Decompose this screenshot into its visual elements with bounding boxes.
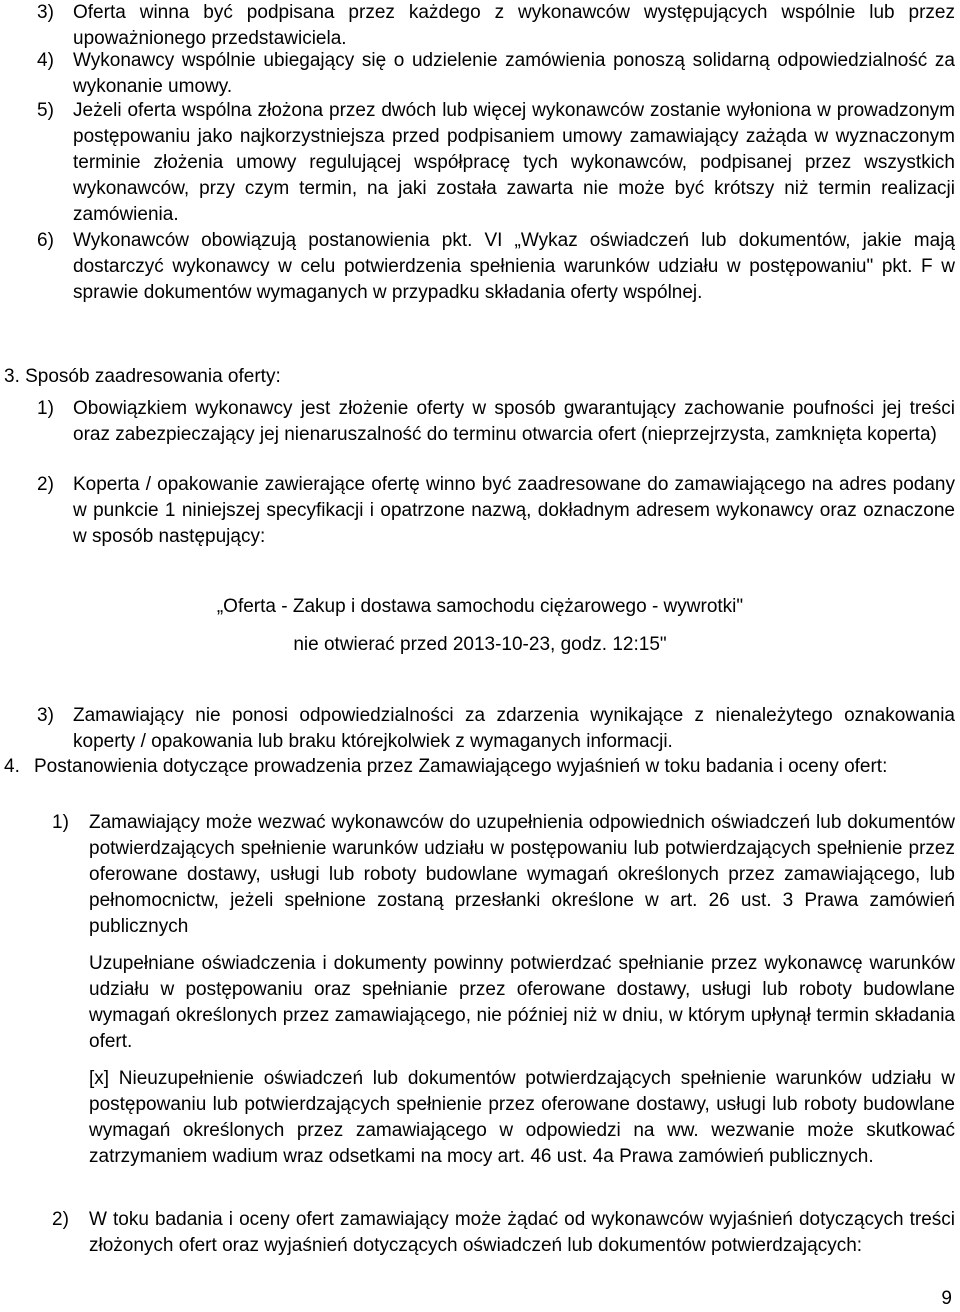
paragraph: [x] Nieuzupełnienie oświadczeń lub dokumentów potwierdzających spełnienie warunków udziału w postępowaniu lub potwierdzających spełnienie przez oferowane dostawy, usługi lub roboty budowlane wymagań określonych przez zamawiającego w odpowiedzi na ww. wezwanie może skutkować zatrzymaniem wadium wraz odsetkami na mocy art. 46 ust. 4a Prawa zamówień publicznych. (89, 1068, 955, 1167)
list-item (37, 396, 955, 448)
section-heading: 3. Sposób zaadresowania oferty: (4, 366, 281, 387)
item-text: W toku badania i oceny ofert zamawiający może żądać od wykonawców wyjaśnień dotyczących treści złożonych ofert oraz wyjaśnień dotyczących oświadczeń lub dokumentów potwierdzających: (89, 1209, 955, 1256)
item-number: 3) (37, 705, 54, 726)
list-item (37, 98, 955, 228)
list-item (37, 48, 955, 100)
item-number: 3) (37, 2, 54, 23)
item-text: Zamawiający może wezwać wykonawców do uzupełnienia odpowiednich oświadczeń lub dokumentów potwierdzających spełnienie warunków udziału w postępowaniu lub potwierdzających spełnienie przez oferowane dostawy, usługi lub roboty budowlane wymagań określonych przez zamawiającego, lub pełnomocnictw, jeżeli spełnione zostaną przesłanki określone w art. 26 ust. 3 Prawa zamówień publicznych (89, 812, 955, 937)
list-item (37, 703, 955, 755)
list-item (37, 472, 955, 550)
item-number: 2) (37, 474, 54, 495)
item-text: Wykonawców obowiązują postanowienia pkt. VI „Wykaz oświadczeń lub dokumentów, jakie mają dostarczyć wykonawcy w celu potwierdzenia spełnienia warunków udziału w postępowaniu" pkt. F w sprawie dokumentów wymaganych w przypadku składania oferty wspólnej. (73, 230, 955, 303)
item-text: Koperta / opakowanie zawierające ofertę winno być zaadresowane do zamawiającego na adres podany w punkcie 1 niniejszej specyfikacji i opatrzone nazwą, dokładnym adresem wykonawcy oraz oznaczone w sposób następujący: (73, 474, 955, 547)
list-item (37, 228, 955, 306)
item-number: 4) (37, 50, 54, 71)
item-text: Jeżeli oferta wspólna złożona przez dwóch lub więcej wykonawców zostanie wyłoniona w prowadzonym postępowaniu jako najkorzystniejsza przed podpisaniem umowy zamawiający zażąda w wyznaczonym terminie złożenia umowy regulującej współpracę tych wykonawców, podpisanej przez wszystkich wykonawców, przy czym termin, na jaki została zawarta nie może być krótszy niż termin realizacji zamówienia. (73, 100, 955, 225)
section-number: 4. (4, 756, 20, 777)
page-number: 9 (941, 1288, 952, 1309)
item-number: 1) (37, 398, 54, 419)
paragraph: Uzupełniane oświadczenia i dokumenty powinny potwierdzać spełnianie przez wykonawcę warunków udziału w postępowaniu oraz spełnianie przez oferowane dostawy, usługi lub roboty budowlane wymagań określonych przez zamawiającego, nie później niż w dniu, w którym upłynął termin składania ofert. (89, 953, 955, 1052)
item-number: 1) (52, 812, 69, 833)
item-text: Zamawiający nie ponosi odpowiedzialności za zdarzenia wynikające z nienależytego oznakowania koperty / opakowania lub braku którejkolwiek z wymaganych informacji. (73, 705, 955, 752)
list-item (52, 810, 955, 940)
section-heading (4, 754, 955, 780)
envelope-label-line-1: „Oferta - Zakup i dostawa samochodu ciężarowego - wywrotki" (216, 596, 744, 617)
item-text: Oferta winna być podpisana przez każdego z wykonawców występujących wspólnie lub przez upoważnionego przedstawiciela. (73, 2, 955, 49)
item-number: 5) (37, 100, 54, 121)
item-text: Wykonawcy wspólnie ubiegający się o udzielenie zamówienia ponoszą solidarną odpowiedzialność za wykonanie umowy. (73, 50, 955, 97)
list-item (37, 0, 955, 52)
list-item (52, 1207, 955, 1259)
envelope-label-line-2: nie otwierać przed 2013-10-23, godz. 12:15" (293, 634, 667, 655)
item-number: 2) (52, 1209, 69, 1230)
item-number: 6) (37, 230, 54, 251)
item-text: Obowiązkiem wykonawcy jest złożenie oferty w sposób gwarantujący zachowanie poufności jej treści oraz zabezpieczający jej nienaruszalność do terminu otwarcia ofert (nieprzejrzysta, zamknięta koperta) (73, 398, 955, 445)
section-title: Postanowienia dotyczące prowadzenia przez Zamawiającego wyjaśnień w toku badania i oceny ofert: (34, 756, 888, 777)
